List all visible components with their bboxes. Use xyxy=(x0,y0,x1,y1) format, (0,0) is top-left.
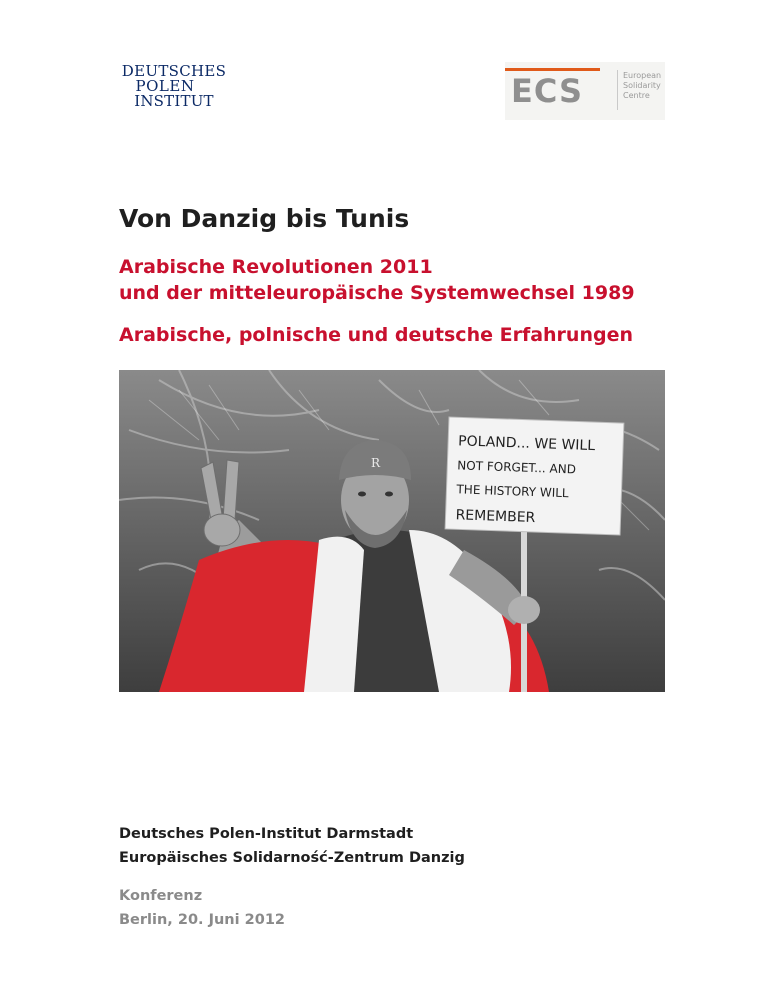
organizer-line2: Europäisches Solidarność-Zentrum Danzig xyxy=(119,850,465,866)
ecs-logo-text xyxy=(623,71,661,101)
svg-text:R: R xyxy=(371,456,381,470)
cover-photo xyxy=(119,370,665,692)
sign-line1: POLAND... WE WILL xyxy=(457,433,596,455)
dpi-logo-line1: DEUTSCHES xyxy=(121,62,227,80)
event-place-date: Berlin, 20. Juni 2012 xyxy=(119,912,286,928)
sign-line4: REMEMBER xyxy=(455,507,536,527)
subtitle-line1: Arabische Revolutionen 2011 xyxy=(119,256,433,278)
protest-sign xyxy=(445,417,624,535)
ecs-logo-line1: European xyxy=(623,71,662,80)
sign-line3: THE HISTORY WILL xyxy=(456,482,569,501)
dpi-logo-line2: POLEN xyxy=(135,77,195,95)
organizer-line1: Deutsches Polen-Institut Darmstadt xyxy=(119,826,414,842)
dpi-logo-line3: INSTITUT xyxy=(134,92,214,110)
protester-photo-illustration xyxy=(119,370,665,692)
event-type: Konferenz xyxy=(119,888,203,904)
ecs-logo-letters: ECS xyxy=(511,72,583,110)
ecs-accent-bar xyxy=(505,68,600,71)
ecs-logo-line3: Centre xyxy=(623,91,650,100)
ecs-logo-divider xyxy=(617,70,618,110)
sign-line2: NOT FORGET... AND xyxy=(457,458,577,477)
subtitle-line3: Arabische, polnische und deutsche Erfahrungen xyxy=(119,324,633,346)
document-title: Von Danzig bis Tunis xyxy=(119,204,410,233)
subtitle-line2: und der mitteleuropäische Systemwechsel 1989 xyxy=(119,282,635,304)
deutsches-polen-institut-logo xyxy=(120,64,228,109)
ecs-logo-line2: Solidarity xyxy=(623,81,661,90)
european-solidarity-centre-logo xyxy=(505,62,665,120)
